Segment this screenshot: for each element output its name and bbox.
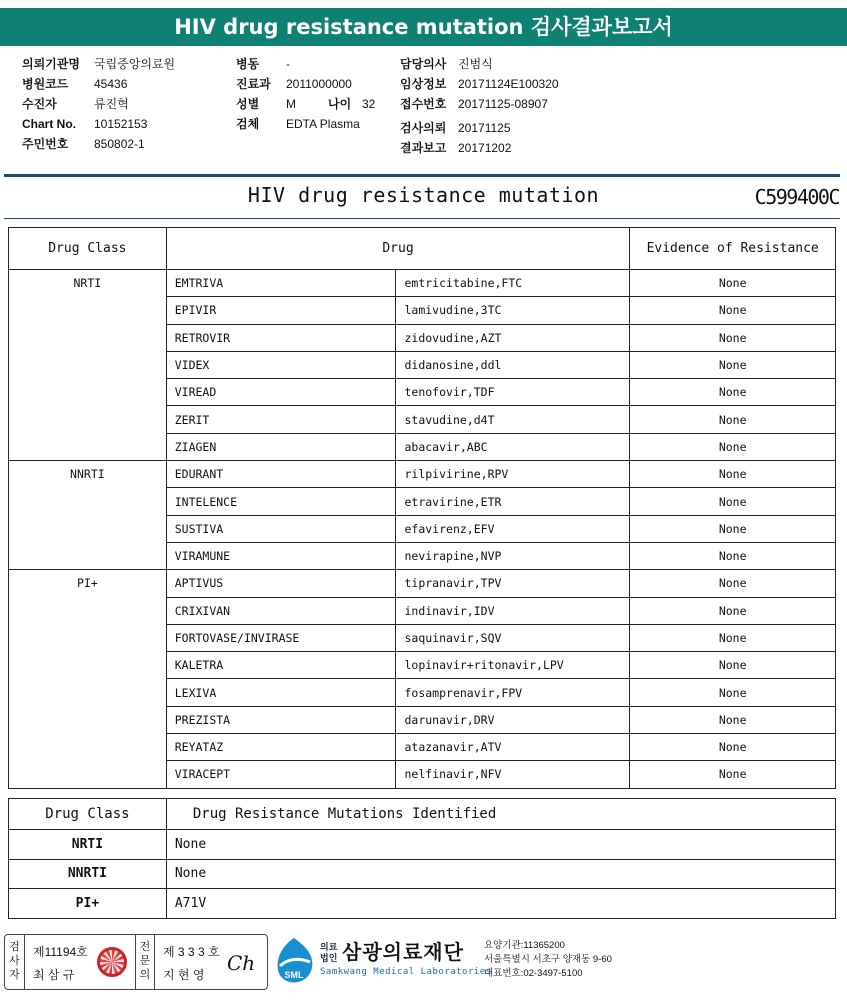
drug-class-cell: NNRTI bbox=[9, 461, 167, 570]
info-value: 850802-1 bbox=[94, 137, 145, 151]
brand-name-cell: INTELENCE bbox=[166, 488, 396, 515]
brand-name-cell: SUSTIVA bbox=[166, 515, 396, 542]
organization-name: 삼광의료재단 bbox=[342, 942, 464, 964]
divider bbox=[4, 218, 840, 219]
drug-class-cell: PI+ bbox=[9, 889, 167, 919]
info-column-1 bbox=[22, 54, 175, 154]
info-label: 검사의뢰 bbox=[400, 121, 447, 135]
examiner-name: 최 삼 규 bbox=[33, 968, 75, 982]
brand-name-cell: FORTOVASE/INVIRASE bbox=[166, 624, 396, 651]
report-title-bar bbox=[0, 8, 847, 46]
brand-name-cell: ZIAGEN bbox=[166, 433, 396, 460]
info-label: 결과보고 bbox=[400, 141, 447, 155]
table-row bbox=[9, 570, 836, 597]
org-phone: 대표번호:02-3497-5100 bbox=[484, 968, 583, 979]
generic-name-cell: abacavir,ABC bbox=[396, 433, 630, 460]
mutation-cell: None bbox=[166, 830, 835, 860]
brand-name-cell: VIRACEPT bbox=[166, 761, 396, 788]
org-type-line-1: 의료 bbox=[320, 942, 338, 952]
org-address: 서울특별시 서초구 양재동 9-60 bbox=[484, 954, 612, 965]
brand-name-cell: CRIXIVAN bbox=[166, 597, 396, 624]
info-value: 20171124E100320 bbox=[458, 77, 559, 91]
drug-resistance-table bbox=[8, 227, 836, 789]
evidence-cell: None bbox=[630, 488, 836, 515]
generic-name-cell: darunavir,DRV bbox=[396, 706, 630, 733]
mutation-cell: A71V bbox=[166, 889, 835, 919]
signature: Ch bbox=[227, 951, 256, 975]
evidence-cell: None bbox=[630, 652, 836, 679]
evidence-cell: None bbox=[630, 433, 836, 460]
report-code: C599400C bbox=[754, 185, 839, 209]
specialist-number: 제 3 3 3 호 bbox=[163, 945, 220, 959]
generic-name-cell: lopinavir+ritonavir,LPV bbox=[396, 652, 630, 679]
org-code: 요양기관:11365200 bbox=[484, 940, 565, 951]
brand-name-cell: REYATAZ bbox=[166, 734, 396, 761]
column-header-drug-class: Drug Class bbox=[9, 799, 167, 830]
mutation-cell: None bbox=[166, 859, 835, 889]
generic-name-cell: fosamprenavir,FPV bbox=[396, 679, 630, 706]
generic-name-cell: efavirenz,EFV bbox=[396, 515, 630, 542]
evidence-cell: None bbox=[630, 297, 836, 324]
drug-class-cell: PI+ bbox=[9, 570, 167, 788]
brand-name-cell: VIREAD bbox=[166, 379, 396, 406]
brand-name-cell: APTIVUS bbox=[166, 570, 396, 597]
info-label: 임상정보 bbox=[400, 77, 447, 91]
evidence-cell: None bbox=[630, 461, 836, 488]
age-label: 나이 bbox=[328, 97, 352, 111]
evidence-cell: None bbox=[630, 706, 836, 733]
divider bbox=[4, 174, 840, 177]
evidence-cell: None bbox=[630, 324, 836, 351]
logo-abbr: SML bbox=[284, 970, 304, 980]
info-value: - bbox=[286, 57, 290, 71]
brand-name-cell: VIRAMUNE bbox=[166, 542, 396, 569]
info-label: 의뢰기관명 bbox=[22, 57, 80, 71]
info-value: 20171125-08907 bbox=[458, 97, 548, 111]
info-label: 주민번호 bbox=[22, 137, 69, 151]
info-value: 20171125 bbox=[458, 121, 511, 135]
brand-name-cell: ZERIT bbox=[166, 406, 396, 433]
specialist-name: 지 현 영 bbox=[163, 968, 205, 982]
evidence-cell: None bbox=[630, 570, 836, 597]
evidence-cell: None bbox=[630, 379, 836, 406]
info-value: 2011000000 bbox=[286, 77, 352, 91]
evidence-cell: None bbox=[630, 734, 836, 761]
drug-class-cell: NRTI bbox=[9, 830, 167, 860]
info-column-3 bbox=[400, 54, 559, 158]
age-value: 32 bbox=[362, 97, 376, 111]
info-column-2 bbox=[236, 54, 375, 134]
evidence-cell: None bbox=[630, 270, 836, 297]
info-value: 45436 bbox=[94, 77, 128, 91]
evidence-cell: None bbox=[630, 542, 836, 569]
report-section-title: HIV drug resistance mutation bbox=[247, 183, 600, 207]
table-row bbox=[9, 830, 836, 860]
generic-name-cell: atazanavir,ATV bbox=[396, 734, 630, 761]
generic-name-cell: etravirine,ETR bbox=[396, 488, 630, 515]
organization-logo-block bbox=[272, 934, 652, 990]
generic-name-cell: tenofovir,TDF bbox=[396, 379, 630, 406]
evidence-cell: None bbox=[630, 597, 836, 624]
generic-name-cell: tipranavir,TPV bbox=[396, 570, 630, 597]
table-row bbox=[9, 859, 836, 889]
info-label: 수진자 bbox=[22, 97, 57, 111]
info-label: Chart No. bbox=[22, 117, 76, 131]
examiner-label-text: 검사자 bbox=[9, 941, 20, 981]
info-value: 진범식 bbox=[458, 57, 493, 71]
organization-contact bbox=[484, 939, 612, 981]
generic-name-cell: stavudine,d4T bbox=[396, 406, 630, 433]
generic-name-cell: nelfinavir,NFV bbox=[396, 761, 630, 788]
generic-name-cell: zidovudine,AZT bbox=[396, 324, 630, 351]
patient-info-section bbox=[0, 54, 847, 154]
info-label: 성별 bbox=[236, 97, 260, 111]
evidence-cell: None bbox=[630, 351, 836, 378]
mutation-table bbox=[8, 798, 836, 919]
evidence-cell: None bbox=[630, 515, 836, 542]
info-label: 병동 bbox=[236, 57, 260, 71]
org-type-line-2: 법인 bbox=[320, 953, 338, 963]
table-row bbox=[9, 889, 836, 919]
evidence-cell: None bbox=[630, 406, 836, 433]
info-label: 접수번호 bbox=[400, 97, 447, 111]
brand-name-cell: EPIVIR bbox=[166, 297, 396, 324]
evidence-cell: None bbox=[630, 624, 836, 651]
brand-name-cell: LEXIVA bbox=[166, 679, 396, 706]
table-row bbox=[9, 270, 836, 297]
info-value: 20171202 bbox=[458, 141, 512, 155]
brand-name-cell: PREZISTA bbox=[166, 706, 396, 733]
generic-name-cell: saquinavir,SQV bbox=[396, 624, 630, 651]
generic-name-cell: lamivudine,3TC bbox=[396, 297, 630, 324]
brand-name-cell: EMTRIVA bbox=[166, 270, 396, 297]
evidence-cell: None bbox=[630, 761, 836, 788]
info-label: 병원코드 bbox=[22, 77, 69, 91]
info-value: 류진혁 bbox=[94, 97, 129, 111]
organization-english-name: Samkwang Medical Laboratories bbox=[320, 967, 492, 977]
column-header-mutations: Drug Resistance Mutations Identified bbox=[166, 799, 835, 830]
drug-class-cell: NNRTI bbox=[9, 859, 167, 889]
info-label: 진료과 bbox=[236, 77, 271, 91]
generic-name-cell: nevirapine,NVP bbox=[396, 542, 630, 569]
info-value: EDTA Plasma bbox=[286, 117, 360, 131]
sml-logo-icon bbox=[272, 936, 316, 986]
brand-name-cell: KALETRA bbox=[166, 652, 396, 679]
examiner-label bbox=[5, 935, 25, 989]
report-header-title: HIV drug resistance mutation 검사결과보고서 bbox=[174, 15, 673, 39]
column-header-drug-class: Drug Class bbox=[9, 228, 167, 270]
brand-name-cell: EDURANT bbox=[166, 461, 396, 488]
info-value: 10152153 bbox=[94, 117, 148, 131]
info-label: 담당의사 bbox=[400, 57, 447, 71]
column-header-drug: Drug bbox=[166, 228, 630, 270]
column-header-evidence: Evidence of Resistance bbox=[630, 228, 836, 270]
info-value: 국립중앙의료원 bbox=[94, 57, 176, 71]
brand-name-cell: RETROVIR bbox=[166, 324, 396, 351]
examiner-number: 제11194호 bbox=[33, 945, 88, 959]
org-type-label bbox=[320, 942, 337, 964]
brand-name-cell: VIDEX bbox=[166, 351, 396, 378]
specialist-label bbox=[135, 935, 155, 989]
signature-box bbox=[4, 934, 268, 990]
specialist-label-text: 전문의 bbox=[139, 941, 151, 981]
generic-name-cell: rilpivirine,RPV bbox=[396, 461, 630, 488]
evidence-cell: None bbox=[630, 679, 836, 706]
info-value: M bbox=[286, 97, 296, 111]
info-label: 검체 bbox=[236, 117, 260, 131]
drug-class-cell: NRTI bbox=[9, 270, 167, 461]
seal-stamp-icon bbox=[97, 947, 127, 977]
generic-name-cell: emtricitabine,FTC bbox=[396, 270, 630, 297]
table-row bbox=[9, 461, 836, 488]
generic-name-cell: didanosine,ddl bbox=[396, 351, 630, 378]
generic-name-cell: indinavir,IDV bbox=[396, 597, 630, 624]
